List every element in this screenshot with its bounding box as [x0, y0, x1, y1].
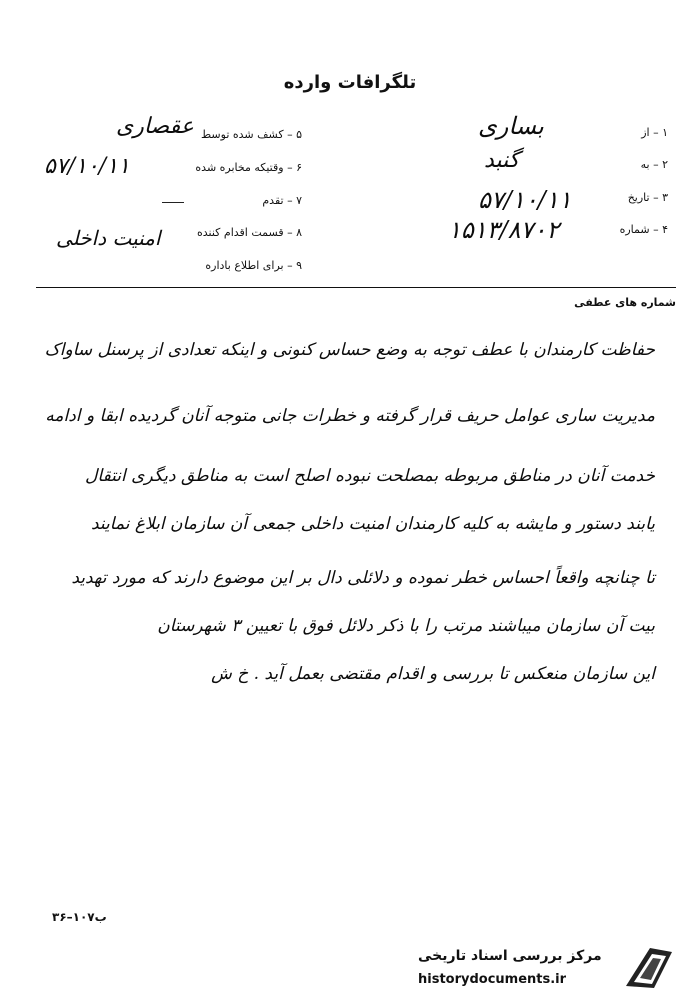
field-label-transmitted: ۶ – وقتیکه مخابره شده — [195, 161, 302, 174]
field-label-date: ۳ – تاریخ — [627, 191, 668, 204]
header-divider — [36, 287, 676, 288]
archive-name: مرکز بررسی اسناد تاریخی — [418, 948, 602, 964]
body-line: خدمت آنان در مناطق مربوطه بمصلحت نبوده اصلح است به مناطق دیگری انتقال — [85, 466, 655, 486]
field-value-date: ۵۷/۱۰/۱۱ — [478, 186, 572, 214]
archive-url: historydocuments.ir — [418, 972, 567, 987]
field-label-to: ۲ – به — [640, 158, 668, 171]
priority-dash — [162, 202, 184, 203]
field-label-for-info: ۹ – برای اطلاع باداره — [205, 259, 302, 272]
body-line: مدیریت ساری عوامل حریف قرار گرفته و خطرات جانی متوجه آنان گردیده ابقا و ادامه — [45, 406, 655, 426]
body-line: این سازمان منعکس تا بررسی و اقدام مقتضی بعمل آید . خ ش — [211, 664, 655, 684]
field-value-action-dept: امنیت داخلی — [56, 226, 161, 250]
reference-numbers-label: شماره های عطفی — [574, 296, 676, 309]
field-label-from: ۱ – از — [641, 126, 668, 139]
field-label-number: ۴ – شماره — [619, 223, 668, 236]
body-line: یابند دستور و مایشه به کلیه کارمندان امنیت داخلی جمعی آن سازمان ابلاغ نمایند — [90, 514, 655, 534]
body-line: حفاظت کارمندان با عطف توجه به وضع حساس کنونی و اینکه تعدادی از پرسنل ساواک — [44, 340, 655, 360]
field-label-decoded-by: ۵ – کشف شده توسط — [200, 128, 302, 141]
field-value-to: گنبد — [484, 148, 520, 173]
archive-logo-icon — [620, 942, 678, 994]
body-line: تا چنانچه واقعاً احساس خطر نموده و دلائلی دال بر این موضوع دارند که مورد تهدید — [71, 568, 655, 588]
form-code: ۳۶–۱۰۷ب — [52, 910, 107, 924]
field-label-action-dept: ۸ – قسمت اقدام کننده — [196, 226, 302, 239]
field-label-priority: ۷ – تقدم — [262, 194, 302, 207]
field-value-number: ۱۵۱۳/۸۷۰۲ — [448, 216, 560, 244]
body-line: بیت آن سازمان میباشند مرتب را با ذکر دلائل فوق با تعیین ۳ شهرستان — [157, 616, 655, 636]
field-value-decoded-by: عقصاری — [116, 114, 194, 139]
field-value-transmitted: ۵۷/۱۰/۱۱ — [44, 154, 130, 179]
field-value-from: بساری — [478, 112, 544, 140]
page-title: تلگرافات وارده — [283, 72, 417, 93]
